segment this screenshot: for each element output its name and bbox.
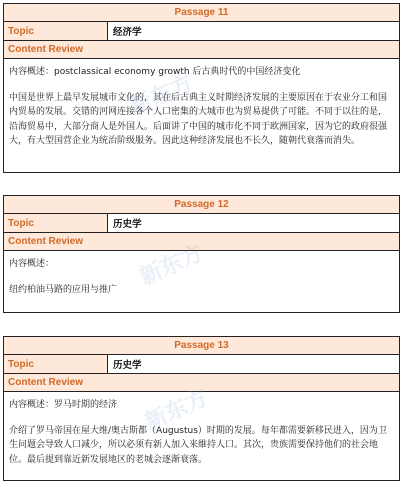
passage-title: Passage 13	[4, 337, 399, 355]
topic-row	[4, 355, 399, 374]
topic-row	[4, 22, 399, 41]
topic-value: 历史学	[113, 219, 142, 230]
watermark-logo: 新东方	[126, 70, 197, 121]
passage-title: Passage 11	[4, 4, 399, 22]
content-detail: 中国是世界上最早发展城市文化的，其在后古典主义时期经济发展的主要原因在于农业分工和国内贸易的发展。交错的河网连接各个人口密集的大城市也为贸易提供了可能。不同于以往的是，沿海贸易中，大部分商人是外国人。后面讲了中国的城市化不同于欧洲国家，因为它的政府很强大，有大型国营企业为统治阶级服务。因此这种经济发展也不长久，随朝代衰落而消失。	[9, 92, 388, 146]
content-summary: 内容概述：postclassical economy growth 后古典时代的中国经济变化	[9, 67, 301, 77]
content-detail: 纽约柏油马路的应用与推广	[9, 284, 118, 295]
topic-label: Topic	[4, 355, 108, 373]
topic-value: 历史学	[113, 360, 142, 371]
content-summary: 内容概述：罗马时期的经济	[9, 400, 118, 410]
topic-label: Topic	[4, 22, 108, 40]
topic-row	[4, 214, 399, 233]
content-summary: 内容概述：	[9, 259, 55, 269]
topic-value: 经济学	[113, 27, 142, 38]
passage-card-12	[3, 195, 400, 313]
content-detail: 介绍了罗马帝国在屋大维/奥古斯都（Augustus）时期的发展。每年都需要新移民进入，因为卫生问题会导致人口减少，所以必须有新人加入来維持人口。其次，贵族需要保持他们的社会地位。最后提到靠近新发展地区的老城会逐渐衰落。	[9, 425, 387, 465]
watermark-logo: 新东方	[136, 240, 207, 291]
content-review-label: Content Review	[4, 41, 399, 59]
passage-card-13	[3, 336, 400, 481]
topic-label: Topic	[4, 214, 108, 232]
content-review-body	[4, 385, 399, 471]
passage-card-11	[3, 3, 400, 173]
content-review-label: Content Review	[4, 233, 399, 251]
content-review-label: Content Review	[4, 374, 399, 392]
passage-title: Passage 12	[4, 196, 399, 214]
watermark-logo: 新东方	[141, 385, 212, 436]
content-review-body	[4, 59, 399, 153]
